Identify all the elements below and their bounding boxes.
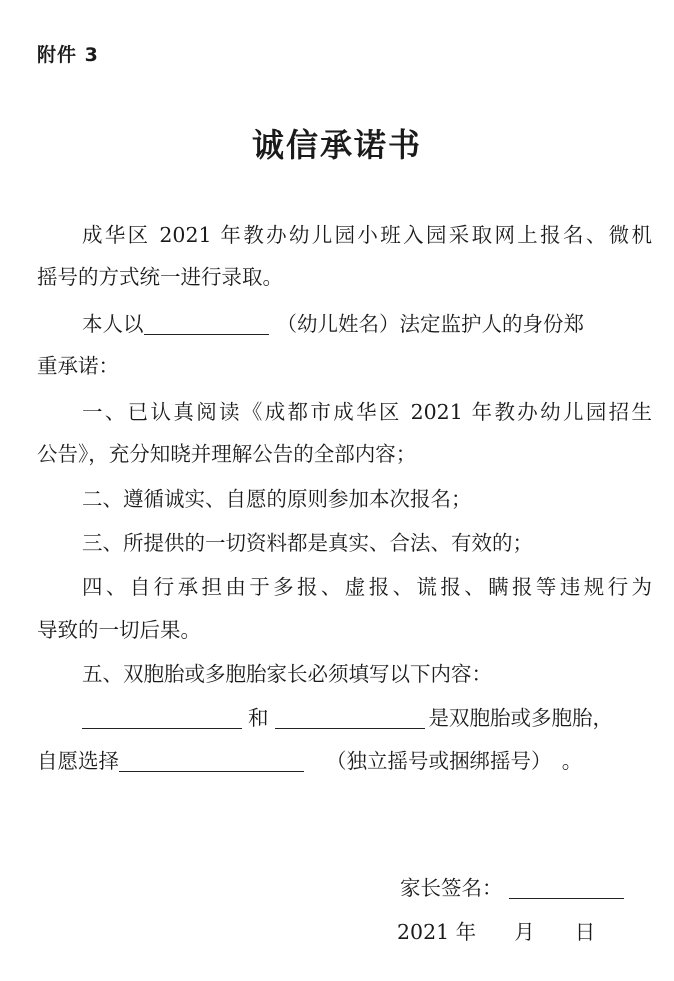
twins-and-text: 和 [248,706,269,730]
pledge-item-2: 二、遵循诚实、自愿的原则参加本次报名； [82,487,472,511]
date-year: 2021 年 [397,920,477,944]
guardian-statement-line-1 [82,312,652,336]
parent-signature-line [400,876,624,900]
pledge-item-4-line-2: 导致的一切后果。 [37,618,201,642]
pledge-item-5: 五、双胞胎或多胞胎家长必须填写以下内容： [82,662,492,686]
lottery-choice-blank[interactable] [119,749,304,772]
date-month: 月 [514,920,535,944]
signature-date [397,920,595,944]
attachment-label: 附件 3 [37,44,99,66]
pledge-item-3: 三、所提供的一切资料都是真实、合法、有效的； [82,531,533,555]
document-title: 诚信承诺书 [251,126,422,164]
child-name-blank[interactable] [144,312,269,335]
twins-suffix: 是双胞胎或多胞胎， [428,706,613,730]
lottery-choice-line [37,749,647,773]
date-day: 日 [574,920,596,944]
twin-name-blank-1[interactable] [82,706,242,729]
guardian-suffix: （幼儿姓名）法定监护人的身份郑 [276,312,584,336]
guardian-statement-line-2: 重承诺： [37,354,119,378]
paragraph-intro-line-1: 成华区 2021 年教办幼儿园小班入园采取网上报名、微机 [82,223,652,247]
paragraph-intro-line-2: 摇号的方式统一进行录取。 [37,265,283,289]
twin-name-blank-2[interactable] [275,706,425,729]
pledge-item-1-line-1: 一、已认真阅读《成都市成华区 2021 年教办幼儿园招生 [82,400,652,424]
choice-suffix: （独立摇号或捆绑摇号） 。 [326,749,583,773]
twins-line [82,706,652,730]
choice-prefix: 自愿选择 [37,749,119,773]
parent-signature-blank[interactable] [509,876,624,899]
parent-signature-label: 家长签名： [400,876,503,900]
pledge-item-4-line-1: 四、自行承担由于多报、虚报、谎报、瞒报等违规行为 [82,575,652,599]
guardian-prefix: 本人以 [82,312,144,336]
pledge-item-1-line-2: 公告》，充分知晓并理解公告的全部内容； [37,442,417,466]
